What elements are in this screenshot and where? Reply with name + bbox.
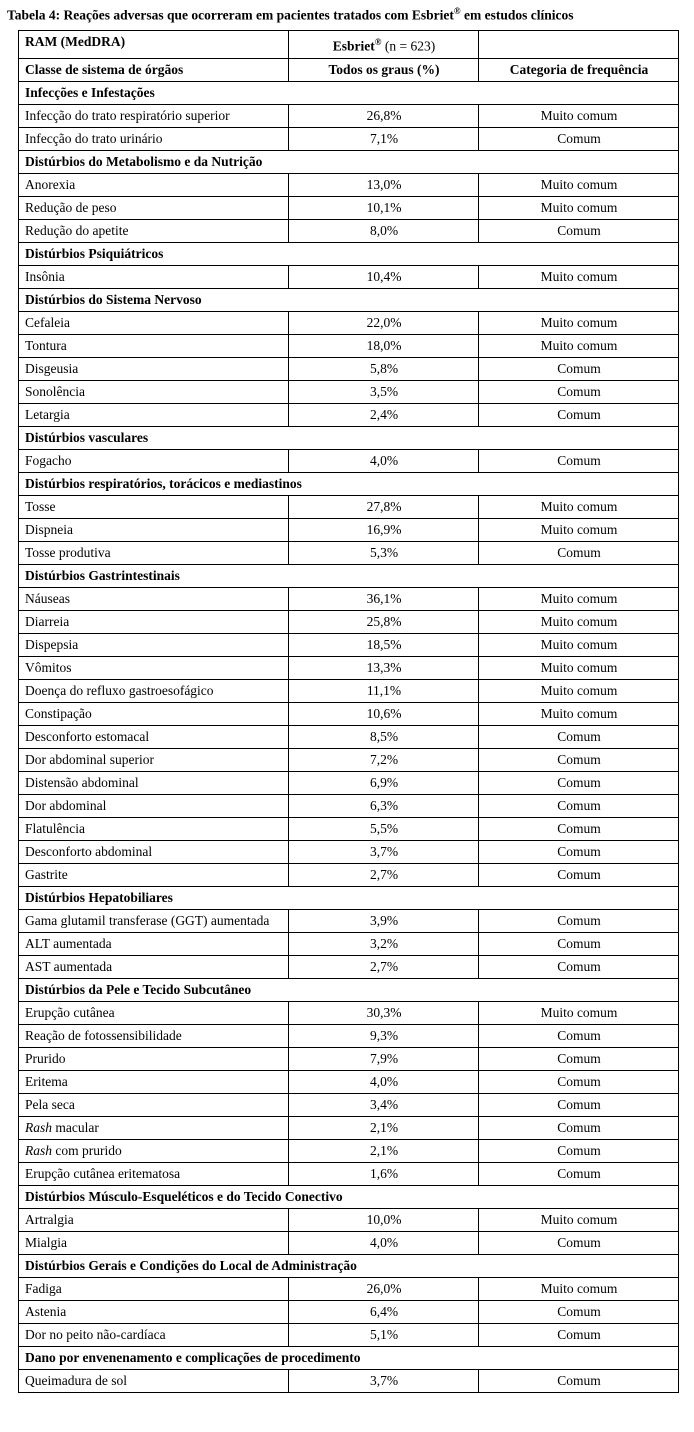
table-row (19, 863, 679, 886)
reaction-name: Tosse (19, 495, 289, 518)
all-grades-value: 8,0% (289, 219, 479, 242)
frequency-category: Muito comum (479, 311, 679, 334)
header-row-2 (19, 58, 679, 81)
section-row (19, 426, 679, 449)
header-all-grades: Todos os graus (%) (289, 58, 479, 81)
section-row (19, 472, 679, 495)
frequency-category: Muito comum (479, 196, 679, 219)
all-grades-value: 13,3% (289, 656, 479, 679)
table-row (19, 1093, 679, 1116)
table-caption (7, 6, 687, 24)
table-row (19, 1139, 679, 1162)
frequency-category: Comum (479, 1047, 679, 1070)
all-grades-value: 5,5% (289, 817, 479, 840)
all-grades-value: 10,0% (289, 1208, 479, 1231)
header-esbriet (289, 31, 479, 59)
table-row (19, 748, 679, 771)
frequency-category: Comum (479, 725, 679, 748)
reaction-name: AST aumentada (19, 955, 289, 978)
reaction-name: Fadiga (19, 1277, 289, 1300)
frequency-category: Muito comum (479, 587, 679, 610)
all-grades-value: 3,9% (289, 909, 479, 932)
all-grades-value: 2,7% (289, 863, 479, 886)
frequency-category: Comum (479, 840, 679, 863)
section-row (19, 886, 679, 909)
table-row (19, 1024, 679, 1047)
section-row (19, 978, 679, 1001)
table-row (19, 656, 679, 679)
all-grades-value: 7,2% (289, 748, 479, 771)
all-grades-value: 5,8% (289, 357, 479, 380)
reaction-name-text: macular (55, 1119, 99, 1135)
section-title: Distúrbios do Sistema Nervoso (19, 288, 679, 311)
table-row (19, 1300, 679, 1323)
frequency-category: Muito comum (479, 633, 679, 656)
all-grades-value: 2,1% (289, 1116, 479, 1139)
section-title: Distúrbios Músculo-Esqueléticos e do Tecido Conectivo (19, 1185, 679, 1208)
table-row (19, 219, 679, 242)
reaction-name: Artralgia (19, 1208, 289, 1231)
section-title: Distúrbios Gastrintestinais (19, 564, 679, 587)
table-row (19, 1231, 679, 1254)
section-row (19, 242, 679, 265)
header-esbriet-n: (n = 623) (381, 38, 436, 54)
table-row (19, 311, 679, 334)
frequency-category: Comum (479, 863, 679, 886)
table-row (19, 587, 679, 610)
all-grades-value: 16,9% (289, 518, 479, 541)
reaction-name-italic: Rash (25, 1142, 52, 1158)
section-title: Distúrbios vasculares (19, 426, 679, 449)
all-grades-value: 18,0% (289, 334, 479, 357)
table-row (19, 932, 679, 955)
frequency-category: Comum (479, 380, 679, 403)
all-grades-value: 3,7% (289, 840, 479, 863)
reaction-name-italic: Rash (25, 1119, 52, 1135)
frequency-category: Comum (479, 541, 679, 564)
table-row (19, 1162, 679, 1185)
all-grades-value: 27,8% (289, 495, 479, 518)
reaction-name: Erupção cutânea (19, 1001, 289, 1024)
frequency-category: Muito comum (479, 1277, 679, 1300)
reaction-name: Distensão abdominal (19, 771, 289, 794)
all-grades-value: 6,4% (289, 1300, 479, 1323)
all-grades-value: 2,7% (289, 955, 479, 978)
section-row (19, 150, 679, 173)
reaction-name: Pela seca (19, 1093, 289, 1116)
section-row (19, 1346, 679, 1369)
section-title: Distúrbios Hepatobiliares (19, 886, 679, 909)
all-grades-value: 36,1% (289, 587, 479, 610)
table-row (19, 495, 679, 518)
frequency-category: Muito comum (479, 1001, 679, 1024)
table-row (19, 357, 679, 380)
all-grades-value: 10,6% (289, 702, 479, 725)
table-row (19, 265, 679, 288)
table-row (19, 518, 679, 541)
frequency-category: Comum (479, 449, 679, 472)
table-row (19, 679, 679, 702)
reaction-name: Gama glutamil transferase (GGT) aumentada (19, 909, 289, 932)
frequency-category: Comum (479, 219, 679, 242)
all-grades-value: 22,0% (289, 311, 479, 334)
all-grades-value: 4,0% (289, 1070, 479, 1093)
section-title: Distúrbios Gerais e Condições do Local de Administração (19, 1254, 679, 1277)
reaction-name: Dispneia (19, 518, 289, 541)
frequency-category: Comum (479, 1024, 679, 1047)
all-grades-value: 7,1% (289, 127, 479, 150)
header-esbriet-name: Esbriet (332, 38, 375, 54)
reaction-name (19, 1116, 289, 1139)
reaction-name-text: com prurido (55, 1142, 122, 1158)
frequency-category: Muito comum (479, 104, 679, 127)
all-grades-value: 3,5% (289, 380, 479, 403)
frequency-category: Comum (479, 909, 679, 932)
all-grades-value: 6,9% (289, 771, 479, 794)
reaction-name: Tosse produtiva (19, 541, 289, 564)
all-grades-value: 10,4% (289, 265, 479, 288)
section-row (19, 564, 679, 587)
header-organ-class: Classe de sistema de órgãos (19, 58, 289, 81)
section-title: Distúrbios Psiquiátricos (19, 242, 679, 265)
table-row (19, 127, 679, 150)
frequency-category: Muito comum (479, 518, 679, 541)
frequency-category: Muito comum (479, 265, 679, 288)
table-row (19, 955, 679, 978)
table-row (19, 196, 679, 219)
frequency-category: Comum (479, 357, 679, 380)
section-title: Distúrbios respiratórios, torácicos e mediastinos (19, 472, 679, 495)
reaction-name: Vômitos (19, 656, 289, 679)
header-frequency-category: Categoria de frequência (479, 58, 679, 81)
section-title: Distúrbios da Pele e Tecido Subcutâneo (19, 978, 679, 1001)
all-grades-value: 13,0% (289, 173, 479, 196)
frequency-category: Comum (479, 1162, 679, 1185)
all-grades-value: 18,5% (289, 633, 479, 656)
table-row (19, 1001, 679, 1024)
reaction-name: Reação de fotossensibilidade (19, 1024, 289, 1047)
caption-registered-mark: ® (453, 6, 461, 16)
all-grades-value: 10,1% (289, 196, 479, 219)
frequency-category: Muito comum (479, 1208, 679, 1231)
all-grades-value: 30,3% (289, 1001, 479, 1024)
reaction-name: Sonolência (19, 380, 289, 403)
table-row (19, 1323, 679, 1346)
table-row (19, 380, 679, 403)
table-row (19, 1070, 679, 1093)
table-row (19, 771, 679, 794)
frequency-category: Comum (479, 1116, 679, 1139)
all-grades-value: 2,1% (289, 1139, 479, 1162)
frequency-category: Muito comum (479, 679, 679, 702)
all-grades-value: 3,4% (289, 1093, 479, 1116)
table-row (19, 403, 679, 426)
reaction-name: Eritema (19, 1070, 289, 1093)
frequency-category: Comum (479, 955, 679, 978)
section-title: Infecções e Infestações (19, 81, 679, 104)
adverse-reactions-table (18, 30, 679, 1393)
reaction-name: Queimadura de sol (19, 1369, 289, 1392)
reaction-name: Náuseas (19, 587, 289, 610)
frequency-category: Comum (479, 1369, 679, 1392)
section-title: Dano por envenenamento e complicações de procedimento (19, 1346, 679, 1369)
reaction-name: Tontura (19, 334, 289, 357)
all-grades-value: 9,3% (289, 1024, 479, 1047)
reaction-name (19, 1139, 289, 1162)
reaction-name: Gastrite (19, 863, 289, 886)
all-grades-value: 25,8% (289, 610, 479, 633)
reaction-name: Infecção do trato respiratório superior (19, 104, 289, 127)
header-ram: RAM (MedDRA) (19, 31, 289, 59)
all-grades-value: 4,0% (289, 449, 479, 472)
header-esbriet-registered-mark: ® (374, 37, 382, 47)
frequency-category: Comum (479, 1139, 679, 1162)
frequency-category: Muito comum (479, 702, 679, 725)
table-row (19, 1277, 679, 1300)
caption-suffix: em estudos clínicos (460, 7, 574, 23)
reaction-name: Astenia (19, 1300, 289, 1323)
frequency-category: Comum (479, 748, 679, 771)
all-grades-value: 4,0% (289, 1231, 479, 1254)
frequency-category: Comum (479, 932, 679, 955)
caption-prefix: Tabela 4: Reações adversas que ocorreram em pacientes tratados com Esbriet (7, 7, 454, 23)
frequency-category: Comum (479, 1300, 679, 1323)
reaction-name: Disgeusia (19, 357, 289, 380)
reaction-name: Anorexia (19, 173, 289, 196)
frequency-category: Comum (479, 1093, 679, 1116)
reaction-name: ALT aumentada (19, 932, 289, 955)
frequency-category: Comum (479, 127, 679, 150)
reaction-name: Erupção cutânea eritematosa (19, 1162, 289, 1185)
reaction-name: Dispepsia (19, 633, 289, 656)
reaction-name: Infecção do trato urinário (19, 127, 289, 150)
all-grades-value: 6,3% (289, 794, 479, 817)
table-row (19, 1047, 679, 1070)
section-row (19, 81, 679, 104)
frequency-category: Comum (479, 403, 679, 426)
table-row (19, 840, 679, 863)
section-title: Distúrbios do Metabolismo e da Nutrição (19, 150, 679, 173)
reaction-name: Redução do apetite (19, 219, 289, 242)
table-row (19, 1369, 679, 1392)
reaction-name: Doença do refluxo gastroesofágico (19, 679, 289, 702)
all-grades-value: 5,3% (289, 541, 479, 564)
reaction-name: Cefaleia (19, 311, 289, 334)
reaction-name: Redução de peso (19, 196, 289, 219)
header-empty (479, 31, 679, 59)
reaction-name: Dor abdominal superior (19, 748, 289, 771)
all-grades-value: 3,2% (289, 932, 479, 955)
reaction-name: Dor no peito não-cardíaca (19, 1323, 289, 1346)
table-row (19, 725, 679, 748)
reaction-name: Constipação (19, 702, 289, 725)
all-grades-value: 8,5% (289, 725, 479, 748)
section-row (19, 1254, 679, 1277)
table-row (19, 702, 679, 725)
all-grades-value: 5,1% (289, 1323, 479, 1346)
all-grades-value: 1,6% (289, 1162, 479, 1185)
reaction-name: Insônia (19, 265, 289, 288)
frequency-category: Muito comum (479, 173, 679, 196)
all-grades-value: 2,4% (289, 403, 479, 426)
reaction-name: Letargia (19, 403, 289, 426)
frequency-category: Muito comum (479, 334, 679, 357)
reaction-name: Flatulência (19, 817, 289, 840)
table-row (19, 817, 679, 840)
all-grades-value: 26,0% (289, 1277, 479, 1300)
frequency-category: Comum (479, 794, 679, 817)
reaction-name: Diarreia (19, 610, 289, 633)
all-grades-value: 11,1% (289, 679, 479, 702)
table-row (19, 794, 679, 817)
frequency-category: Comum (479, 771, 679, 794)
frequency-category: Comum (479, 1231, 679, 1254)
reaction-name: Dor abdominal (19, 794, 289, 817)
frequency-category: Comum (479, 817, 679, 840)
reaction-name: Prurido (19, 1047, 289, 1070)
header-row-1 (19, 31, 679, 59)
reaction-name: Fogacho (19, 449, 289, 472)
table-row (19, 633, 679, 656)
frequency-category: Comum (479, 1070, 679, 1093)
section-row (19, 1185, 679, 1208)
all-grades-value: 26,8% (289, 104, 479, 127)
table-row (19, 334, 679, 357)
frequency-category: Muito comum (479, 656, 679, 679)
table-row (19, 104, 679, 127)
table-row (19, 541, 679, 564)
frequency-category: Comum (479, 1323, 679, 1346)
reaction-name: Desconforto estomacal (19, 725, 289, 748)
table-row (19, 1116, 679, 1139)
reaction-name: Mialgia (19, 1231, 289, 1254)
table-row (19, 909, 679, 932)
table-row (19, 449, 679, 472)
reaction-name: Desconforto abdominal (19, 840, 289, 863)
section-row (19, 288, 679, 311)
all-grades-value: 7,9% (289, 1047, 479, 1070)
table-row (19, 610, 679, 633)
table-row (19, 173, 679, 196)
all-grades-value: 3,7% (289, 1369, 479, 1392)
frequency-category: Muito comum (479, 495, 679, 518)
frequency-category: Muito comum (479, 610, 679, 633)
table-row (19, 1208, 679, 1231)
